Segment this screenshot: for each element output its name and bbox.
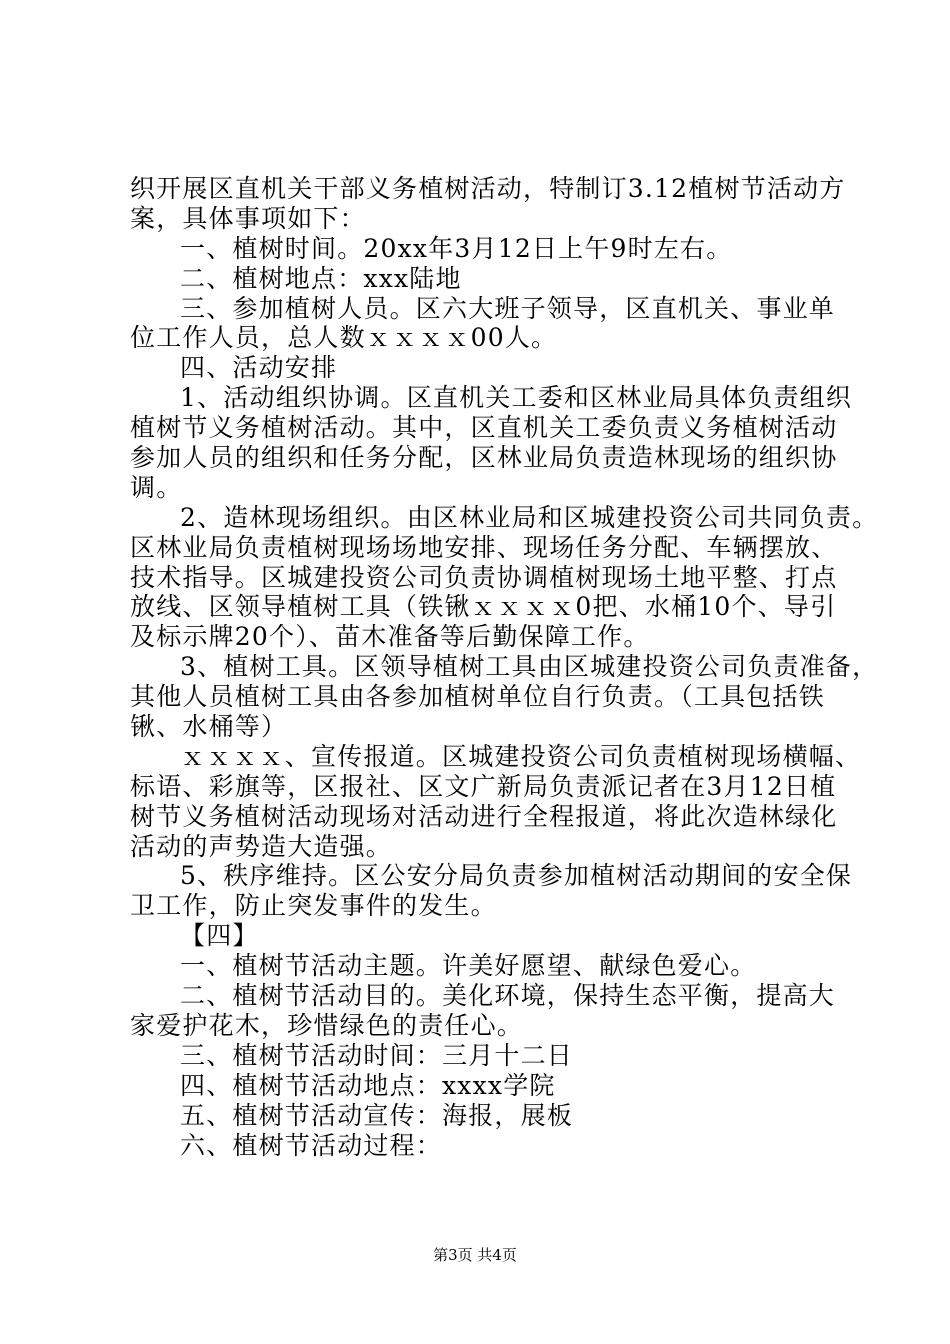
paragraph-line: 1、活动组织协调。区直机关工委和区林业局具体负责组织 [180, 383, 853, 413]
paragraph-line: 区林业局负责植树现场场地安排、现场任务分配、车辆摆放、 [130, 532, 838, 562]
paragraph-line: 2、造林现场组织。由区林业局和区城建投资公司共同负责。 [180, 502, 879, 532]
paragraph-line: 植树节义务植树活动。其中，区直机关工委负责义务植树活动 [130, 413, 838, 443]
paragraph-line: 二、植树节活动目的。美化环境，保持生态平衡，提高大 [180, 981, 836, 1011]
paragraph-line: 树节义务植树活动现场对活动进行全程报道，将此次造林绿化 [130, 801, 838, 831]
paragraph-line: 六、植树节活动过程： [180, 1130, 443, 1160]
paragraph-line: 三、植树节活动时间：三月十二日 [180, 1040, 574, 1070]
paragraph-line: 一、植树时间。20xx年3月12日上午9时左右。 [180, 233, 733, 263]
paragraph-line: 其他人员植树工具由各参加植树单位自行负责。（工具包括铁 [130, 682, 825, 712]
paragraph-line: 三、参加植树人员。区六大班子领导，区直机关、事业单 [180, 293, 836, 323]
paragraph-line: 调。 [130, 472, 183, 502]
paragraph-line: ｘｘｘｘ、宣传报道。区城建投资公司负责植树现场横幅、 [180, 741, 862, 771]
page-footer: 第3页 共4页 [433, 1246, 517, 1264]
paragraph-line: 位工作人员，总人数ｘｘｘｘ00人。 [130, 323, 558, 353]
paragraph-line: 一、植树节活动主题。许美好愿望、献绿色爱心。 [180, 951, 757, 981]
paragraph-line: 家爱护花木，珍惜绿色的责任心。 [130, 1010, 524, 1040]
paragraph-line: 标语、彩旗等，区报社、区文广新局负责派记者在3月12日植 [130, 771, 837, 801]
paragraph-line: 卫工作，防止突发事件的发生。 [130, 891, 497, 921]
paragraph-line: 3、植树工具。区领导植树工具由区城建投资公司负责准备， [180, 652, 879, 682]
paragraph-line: 参加人员的组织和任务分配，区林业局负责造林现场的组织协 [130, 443, 838, 473]
paragraph-line: 锹、水桶等） [130, 712, 288, 742]
paragraph-line: 四、植树节活动地点：xxxx学院 [180, 1070, 556, 1100]
paragraph-line: 5、秩序维持。区公安分局负责参加植树活动期间的安全保 [180, 861, 853, 891]
paragraph-line: 技术指导。区城建投资公司负责协调植树现场土地平整、打点 [130, 562, 838, 592]
paragraph-line: 及标示牌20个）、苗木准备等后勤保障工作。 [130, 622, 650, 652]
document-body [130, 174, 879, 1160]
paragraph-line: 案，具体事项如下： [130, 203, 366, 233]
paragraph-line: 【四】 [180, 921, 259, 951]
paragraph-line: 织开展区直机关干部义务植树活动，特制订3.12植树节活动方 [130, 174, 846, 203]
paragraph-line: 四、活动安排 [180, 353, 338, 383]
paragraph-line: 放线、区领导植树工具（铁锹ｘｘｘｘ0把、水桶10个、导引 [130, 592, 837, 622]
paragraph-line: 二、植树地点：xxx陆地 [180, 263, 462, 293]
paragraph-line: 五、植树节活动宣传：海报，展板 [180, 1100, 574, 1130]
paragraph-line: 活动的声势造大造强。 [130, 831, 393, 861]
